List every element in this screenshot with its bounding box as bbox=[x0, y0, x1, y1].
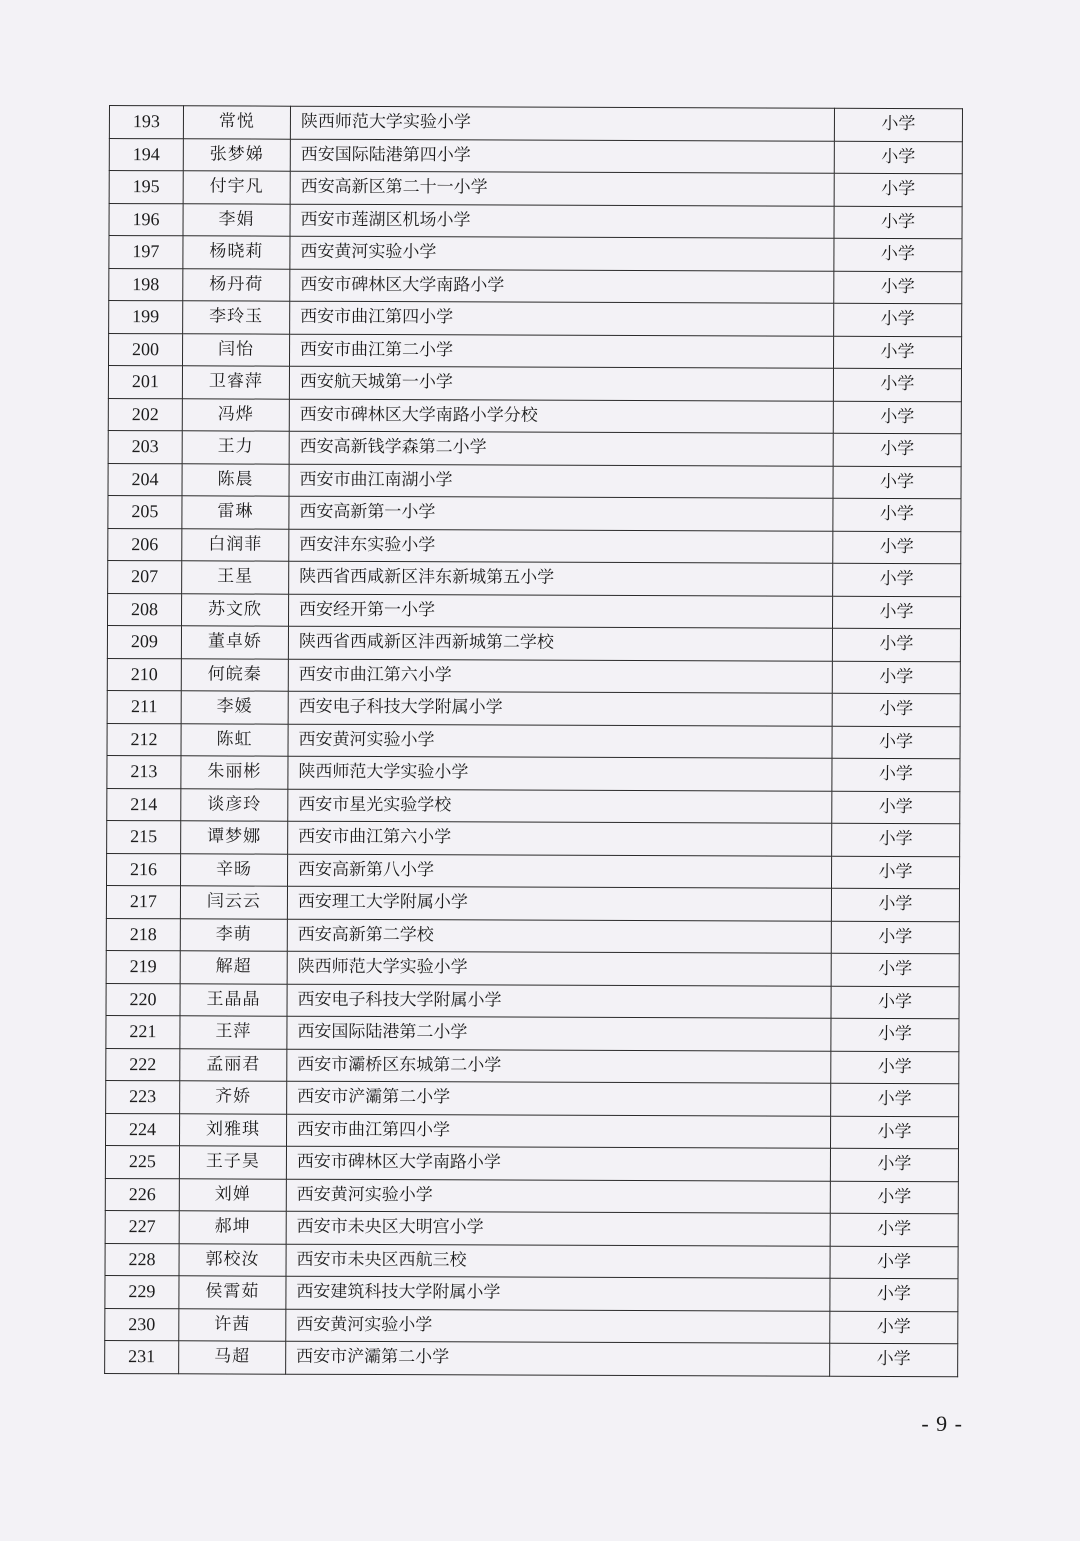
table-row bbox=[106, 983, 959, 1019]
school-name-cell: 西安市曲江南湖小学 bbox=[289, 464, 833, 499]
table-row bbox=[105, 1243, 958, 1279]
school-level-cell: 小学 bbox=[833, 368, 961, 401]
teacher-name-cell: 何皖秦 bbox=[181, 658, 288, 691]
school-level-cell: 小学 bbox=[833, 498, 961, 531]
teacher-name-cell: 王萍 bbox=[180, 1016, 287, 1049]
school-level-cell: 小学 bbox=[834, 108, 962, 141]
row-number-cell: 226 bbox=[105, 1178, 179, 1211]
school-name-cell: 西安高新区第二十一小学 bbox=[290, 171, 834, 206]
table-row bbox=[109, 106, 962, 142]
teacher-name-cell: 谈彦玲 bbox=[181, 788, 288, 821]
row-number-cell: 230 bbox=[105, 1308, 179, 1341]
page-number: - 9 - bbox=[921, 1411, 963, 1436]
table-row bbox=[106, 918, 959, 954]
row-number-cell: 213 bbox=[107, 755, 181, 788]
table-row bbox=[107, 788, 960, 824]
table-row bbox=[106, 1015, 959, 1051]
row-number-cell: 199 bbox=[109, 301, 183, 334]
teacher-name-cell: 齐娇 bbox=[180, 1081, 287, 1114]
school-name-cell: 西安高新第八小学 bbox=[288, 854, 832, 889]
teacher-name-cell: 卫睿萍 bbox=[182, 366, 289, 399]
row-number-cell: 207 bbox=[108, 560, 182, 593]
table-row bbox=[105, 1178, 958, 1214]
table-row bbox=[107, 625, 960, 661]
school-name-cell: 陕西师范大学实验小学 bbox=[287, 951, 831, 986]
teacher-name-cell: 杨晓莉 bbox=[183, 236, 290, 269]
roster-table bbox=[104, 105, 963, 1377]
row-number-cell: 220 bbox=[106, 983, 180, 1016]
row-number-cell: 206 bbox=[108, 528, 182, 561]
row-number-cell: 211 bbox=[107, 690, 181, 723]
row-number-cell: 216 bbox=[107, 853, 181, 886]
school-name-cell: 西安黄河实验小学 bbox=[290, 236, 834, 271]
school-name-cell: 西安市曲江第六小学 bbox=[288, 659, 832, 694]
school-level-cell: 小学 bbox=[830, 1343, 958, 1376]
teacher-name-cell: 王力 bbox=[182, 431, 289, 464]
school-name-cell: 西安沣东实验小学 bbox=[289, 529, 833, 564]
table-row bbox=[108, 593, 961, 629]
table-row bbox=[105, 1308, 958, 1344]
school-name-cell: 西安市碑林区大学南路小学 bbox=[286, 1146, 830, 1181]
school-level-cell: 小学 bbox=[830, 1311, 958, 1344]
table-row bbox=[108, 333, 961, 369]
school-name-cell: 西安黄河实验小学 bbox=[288, 724, 832, 759]
table-row bbox=[109, 301, 962, 337]
teacher-name-cell: 谭梦娜 bbox=[181, 821, 288, 854]
table-row bbox=[109, 236, 962, 272]
row-number-cell: 203 bbox=[108, 430, 182, 463]
school-level-cell: 小学 bbox=[831, 1018, 959, 1051]
row-number-cell: 227 bbox=[105, 1210, 179, 1243]
school-name-cell: 西安电子科技大学附属小学 bbox=[288, 691, 832, 726]
school-name-cell: 陕西师范大学实验小学 bbox=[288, 756, 832, 791]
table-row bbox=[105, 1145, 958, 1181]
table-row bbox=[107, 690, 960, 726]
school-level-cell: 小学 bbox=[833, 466, 961, 499]
teacher-name-cell: 雷琳 bbox=[182, 496, 289, 529]
teacher-name-cell: 陈虹 bbox=[181, 723, 288, 756]
row-number-cell: 222 bbox=[106, 1048, 180, 1081]
school-level-cell: 小学 bbox=[834, 141, 962, 174]
teacher-name-cell: 苏文欣 bbox=[182, 593, 289, 626]
row-number-cell: 210 bbox=[107, 658, 181, 691]
school-level-cell: 小学 bbox=[832, 628, 960, 661]
school-name-cell: 西安市曲江第二小学 bbox=[289, 334, 833, 369]
teacher-name-cell: 刘婵 bbox=[179, 1178, 286, 1211]
table-row bbox=[108, 366, 961, 402]
school-level-cell: 小学 bbox=[834, 173, 962, 206]
school-level-cell: 小学 bbox=[832, 758, 960, 791]
row-number-cell: 225 bbox=[105, 1145, 179, 1178]
table-row bbox=[106, 950, 959, 986]
teacher-name-cell: 李萌 bbox=[180, 918, 287, 951]
row-number-cell: 221 bbox=[106, 1015, 180, 1048]
school-level-cell: 小学 bbox=[831, 888, 959, 921]
school-level-cell: 小学 bbox=[831, 1083, 959, 1116]
table-row bbox=[107, 658, 960, 694]
row-number-cell: 223 bbox=[106, 1080, 180, 1113]
table-row bbox=[105, 1275, 958, 1311]
teacher-name-cell: 王晶晶 bbox=[180, 983, 287, 1016]
table-row bbox=[107, 723, 960, 759]
school-name-cell: 西安市曲江第四小学 bbox=[287, 1114, 831, 1149]
row-number-cell: 201 bbox=[108, 366, 182, 399]
table-row bbox=[108, 528, 961, 564]
school-name-cell: 陕西省西咸新区沣东新城第五小学 bbox=[289, 561, 833, 596]
table-row bbox=[108, 463, 961, 499]
teacher-name-cell: 付宇凡 bbox=[183, 171, 290, 204]
school-level-cell: 小学 bbox=[834, 206, 962, 239]
row-number-cell: 198 bbox=[109, 268, 183, 301]
row-number-cell: 194 bbox=[109, 138, 183, 171]
school-level-cell: 小学 bbox=[830, 1116, 958, 1149]
table-row bbox=[108, 560, 961, 596]
school-name-cell: 西安国际陆港第二小学 bbox=[287, 1016, 831, 1051]
row-number-cell: 214 bbox=[107, 788, 181, 821]
teacher-name-cell: 李玲玉 bbox=[183, 301, 290, 334]
row-number-cell: 202 bbox=[108, 398, 182, 431]
teacher-name-cell: 许茜 bbox=[179, 1308, 286, 1341]
school-level-cell: 小学 bbox=[830, 1213, 958, 1246]
school-name-cell: 西安黄河实验小学 bbox=[286, 1179, 830, 1214]
table-row bbox=[109, 203, 962, 239]
teacher-name-cell: 冯烨 bbox=[182, 398, 289, 431]
teacher-name-cell: 马超 bbox=[179, 1341, 286, 1374]
row-number-cell: 195 bbox=[109, 171, 183, 204]
row-number-cell: 200 bbox=[108, 333, 182, 366]
school-name-cell: 西安黄河实验小学 bbox=[286, 1309, 830, 1344]
teacher-name-cell: 侯霄茹 bbox=[179, 1276, 286, 1309]
table-row bbox=[105, 1210, 958, 1246]
school-name-cell: 西安经开第一小学 bbox=[289, 594, 833, 629]
school-name-cell: 西安高新钱学森第二小学 bbox=[289, 431, 833, 466]
school-level-cell: 小学 bbox=[831, 1051, 959, 1084]
school-name-cell: 西安市未央区西航三校 bbox=[286, 1244, 830, 1279]
teacher-name-cell: 杨丹荷 bbox=[183, 268, 290, 301]
school-level-cell: 小学 bbox=[831, 986, 959, 1019]
school-level-cell: 小学 bbox=[832, 726, 960, 759]
teacher-name-cell: 刘雅琪 bbox=[180, 1113, 287, 1146]
school-name-cell: 西安市灞桥区东城第二小学 bbox=[287, 1049, 831, 1084]
row-number-cell: 193 bbox=[109, 106, 183, 139]
row-number-cell: 204 bbox=[108, 463, 182, 496]
roster-table-body bbox=[105, 106, 963, 1377]
table-row bbox=[107, 853, 960, 889]
school-level-cell: 小学 bbox=[831, 856, 959, 889]
school-name-cell: 西安航天城第一小学 bbox=[289, 366, 833, 401]
teacher-name-cell: 董卓娇 bbox=[181, 626, 288, 659]
school-level-cell: 小学 bbox=[831, 953, 959, 986]
school-level-cell: 小学 bbox=[832, 791, 960, 824]
table-row bbox=[108, 398, 961, 434]
table-row bbox=[109, 138, 962, 174]
row-number-cell: 215 bbox=[107, 820, 181, 853]
school-level-cell: 小学 bbox=[833, 401, 961, 434]
teacher-name-cell: 李娟 bbox=[183, 203, 290, 236]
school-level-cell: 小学 bbox=[830, 1181, 958, 1214]
teacher-name-cell: 白润菲 bbox=[182, 528, 289, 561]
table-row bbox=[109, 268, 962, 304]
school-level-cell: 小学 bbox=[832, 823, 960, 856]
school-name-cell: 西安市未央区大明宫小学 bbox=[286, 1211, 830, 1246]
school-name-cell: 西安市浐灞第二小学 bbox=[286, 1341, 830, 1376]
school-level-cell: 小学 bbox=[830, 1246, 958, 1279]
row-number-cell: 212 bbox=[107, 723, 181, 756]
table-row bbox=[106, 885, 959, 921]
school-name-cell: 西安市浐灞第二小学 bbox=[287, 1081, 831, 1116]
teacher-name-cell: 解超 bbox=[180, 951, 287, 984]
teacher-name-cell: 王星 bbox=[182, 561, 289, 594]
school-name-cell: 西安电子科技大学附属小学 bbox=[287, 984, 831, 1019]
teacher-name-cell: 孟丽君 bbox=[180, 1048, 287, 1081]
teacher-name-cell: 郝坤 bbox=[179, 1211, 286, 1244]
teacher-name-cell: 辛旸 bbox=[181, 853, 288, 886]
row-number-cell: 231 bbox=[105, 1340, 179, 1373]
teacher-name-cell: 闫怡 bbox=[182, 333, 289, 366]
school-name-cell: 西安市碑林区大学南路小学分校 bbox=[289, 399, 833, 434]
school-level-cell: 小学 bbox=[831, 921, 959, 954]
school-level-cell: 小学 bbox=[833, 563, 961, 596]
table-row bbox=[106, 1113, 959, 1149]
school-name-cell: 西安市曲江第四小学 bbox=[290, 301, 834, 336]
table-row bbox=[107, 820, 960, 856]
school-level-cell: 小学 bbox=[834, 271, 962, 304]
school-level-cell: 小学 bbox=[834, 238, 962, 271]
row-number-cell: 217 bbox=[106, 885, 180, 918]
school-level-cell: 小学 bbox=[830, 1148, 958, 1181]
table-row bbox=[106, 1048, 959, 1084]
row-number-cell: 229 bbox=[105, 1275, 179, 1308]
school-name-cell: 西安建筑科技大学附属小学 bbox=[286, 1276, 830, 1311]
school-level-cell: 小学 bbox=[833, 433, 961, 466]
school-name-cell: 西安高新第一小学 bbox=[289, 496, 833, 531]
school-level-cell: 小学 bbox=[832, 661, 960, 694]
school-name-cell: 西安市莲湖区机场小学 bbox=[290, 204, 834, 239]
row-number-cell: 218 bbox=[106, 918, 180, 951]
teacher-name-cell: 陈晨 bbox=[182, 463, 289, 496]
school-name-cell: 西安高新第二学校 bbox=[287, 919, 831, 954]
school-name-cell: 西安市碑林区大学南路小学 bbox=[290, 269, 834, 304]
school-level-cell: 小学 bbox=[832, 693, 960, 726]
row-number-cell: 197 bbox=[109, 236, 183, 269]
school-name-cell: 西安市曲江第六小学 bbox=[288, 821, 832, 856]
row-number-cell: 205 bbox=[108, 495, 182, 528]
school-name-cell: 陕西省西咸新区沣西新城第二学校 bbox=[288, 626, 832, 661]
teacher-name-cell: 张梦娣 bbox=[183, 138, 290, 171]
school-level-cell: 小学 bbox=[833, 531, 961, 564]
teacher-name-cell: 王子昊 bbox=[179, 1146, 286, 1179]
school-name-cell: 西安国际陆港第四小学 bbox=[290, 139, 834, 174]
school-level-cell: 小学 bbox=[830, 1278, 958, 1311]
row-number-cell: 219 bbox=[106, 950, 180, 983]
table-row bbox=[107, 755, 960, 791]
school-name-cell: 西安理工大学附属小学 bbox=[287, 886, 831, 921]
teacher-name-cell: 闫云云 bbox=[180, 886, 287, 919]
table-row bbox=[109, 171, 962, 207]
school-name-cell: 西安市星光实验学校 bbox=[288, 789, 832, 824]
teacher-name-cell: 李媛 bbox=[181, 691, 288, 724]
school-level-cell: 小学 bbox=[834, 303, 962, 336]
row-number-cell: 208 bbox=[108, 593, 182, 626]
table-row bbox=[105, 1340, 958, 1376]
school-level-cell: 小学 bbox=[833, 336, 961, 369]
teacher-name-cell: 朱丽彬 bbox=[181, 756, 288, 789]
row-number-cell: 196 bbox=[109, 203, 183, 236]
table-row bbox=[108, 495, 961, 531]
school-level-cell: 小学 bbox=[832, 596, 960, 629]
school-name-cell: 陕西师范大学实验小学 bbox=[290, 106, 834, 141]
row-number-cell: 224 bbox=[106, 1113, 180, 1146]
teacher-name-cell: 郭校汝 bbox=[179, 1243, 286, 1276]
teacher-name-cell: 常悦 bbox=[183, 106, 290, 139]
row-number-cell: 209 bbox=[107, 625, 181, 658]
row-number-cell: 228 bbox=[105, 1243, 179, 1276]
table-row bbox=[108, 430, 961, 466]
table-row bbox=[106, 1080, 959, 1116]
